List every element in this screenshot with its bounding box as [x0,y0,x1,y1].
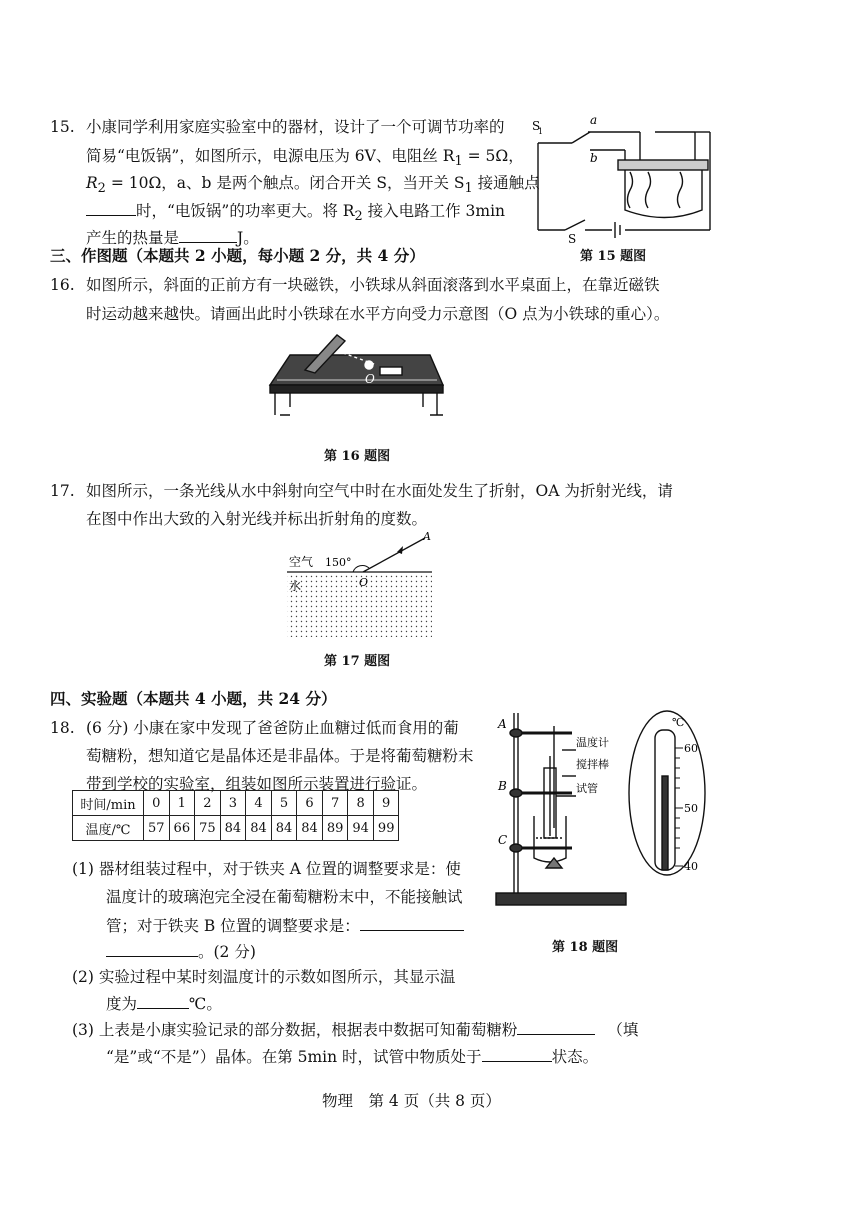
label-o: O [359,576,369,589]
label-a: A [423,530,431,543]
table-cell: 57 [144,816,170,841]
question-text: $R_2 = 10\Omega$，a、b 是两个触点。闭合开关 S，当开关 $S_1$ 接通触点 [86,174,540,197]
page-footer: 物理 第 4 页（共 8 页） [322,1092,501,1110]
question-text: 简易“电饭锅”，如图所示，电源电压为 6V、电阻丝 $R_1 = 5\Omega$， [86,147,524,170]
refraction-figure [285,530,435,640]
answer-blank[interactable] [137,992,189,1009]
table-cell: 89 [322,816,348,841]
table-cell: 0 [144,791,170,816]
table-cell: 5 [271,791,297,816]
question-number: 18. [50,719,75,737]
label-unit: ℃ [672,716,685,729]
subquestion-3: (3) 上表是小康实验记录的部分数据，根据表中数据可知葡萄糖粉 （填 [72,1018,638,1041]
table-cell: 84 [220,816,246,841]
data-table [72,790,399,841]
question-number: 15. [50,118,75,136]
label-air: 空气 [289,555,314,569]
table-cell: 94 [348,816,374,841]
figure-caption: 第 17 题图 [324,654,391,669]
question-text: 如图所示，斜面的正前方有一块磁铁，小铁球从斜面滚落到水平桌面上，在靠近磁铁 [86,276,660,294]
section-title: 四、实验题（本题共 4 小题，共 24 分） [50,689,337,708]
fig-label-b: b [590,151,598,165]
table-cell: 84 [271,816,297,841]
label-angle: 150° [325,556,352,569]
figure-caption: 第 15 题图 [580,249,647,264]
table-cell: 3 [220,791,246,816]
section-title: 三、作图题（本题共 2 小题，每小题 2 分，共 4 分） [50,246,425,265]
question-text: 在图中作出大致的入射光线并标出折射角的度数。 [86,510,428,528]
svg-text:1: 1 [538,127,544,136]
table-header-temp: 温度/℃ [73,816,144,841]
question-number: 17. [50,482,75,500]
table-cell: 2 [195,791,221,816]
table-cell: 84 [297,816,323,841]
label-stirrer: 搅拌棒 [576,758,609,771]
table-cell: 99 [373,816,399,841]
apparatus-figure [492,708,722,928]
label-thermometer: 温度计 [576,736,609,749]
label-clamp-a: A [498,717,507,731]
label-water: 水 [289,579,302,593]
tick-50: 50 [684,802,698,815]
label-clamp-b: B [498,779,507,793]
table-cell: 9 [373,791,399,816]
tick-60: 60 [684,742,698,755]
answer-blank[interactable] [86,199,136,216]
table-cell: 66 [169,816,195,841]
fig-label-o: O [365,372,375,386]
subquestion-1: (1) 器材组装过程中，对于铁夹 A 位置的调整要求是：使 [72,860,461,878]
table-magnet-figure [265,325,450,430]
answer-blank[interactable] [179,226,237,243]
table-cell: 8 [348,791,374,816]
subquestion-2: (2) 实验过程中某时刻温度计的示数如图所示，其显示温 [72,968,456,986]
subquestion-1: 管；对于铁夹 B 位置的调整要求是： [106,914,464,937]
question-text: 萄糖粉，想知道它是晶体还是非晶体。于是将葡萄糖粉末 [86,747,474,765]
label-tube: 试管 [576,782,598,795]
question-text: 小康同学利用家庭实验室中的器材，设计了一个可调节功率的 [86,118,505,136]
table-cell: 1 [169,791,195,816]
answer-blank[interactable] [360,914,464,931]
table-cell: 84 [246,816,272,841]
answer-blank[interactable] [482,1045,552,1062]
circuit-diagram [530,110,730,246]
table-cell: 4 [246,791,272,816]
label-clamp-c: C [498,833,508,847]
subquestion-3: “是”或“不是”）晶体。在第 5min 时，试管中物质处于 状态。 [106,1045,598,1068]
subquestion-1: 。(2 分) [106,940,256,963]
question-text: 带到学校的实验室，组装如图所示装置进行验证。 [86,775,428,793]
tick-40: 40 [684,860,698,873]
table-header-time: 时间/min [73,791,144,816]
answer-blank[interactable] [106,940,198,957]
answer-blank[interactable] [517,1018,595,1035]
table-cell: 6 [297,791,323,816]
question-text: 产生的热量是 J。 [86,226,259,249]
table-cell: 7 [322,791,348,816]
table-row-temp [73,816,399,841]
table-row-time [73,791,399,816]
fig-label-a: a [590,113,598,127]
question-number: 16. [50,276,75,294]
subquestion-1: 温度计的玻璃泡完全浸在葡萄糖粉末中，不能接触试 [106,888,463,906]
figure-caption: 第 16 题图 [324,449,391,464]
fig-label-s: S [568,232,577,246]
question-text: (6 分) 小康在家中发现了爸爸防止血糖过低而食用的葡 [86,719,459,737]
subquestion-2: 度为 ℃。 [106,992,222,1015]
question-text: 时运动越来越快。请画出此时小铁球在水平方向受力示意图（O 点为小铁球的重心）。 [86,305,670,323]
table-cell: 75 [195,816,221,841]
figure-caption: 第 18 题图 [552,940,619,955]
question-text: 时，“电饭锅”的功率更大。将 $R_2$ 接入电路工作 3min [86,199,505,228]
fig-label-s1: S [532,119,541,133]
question-text: 如图所示，一条光线从水中斜射向空气中时在水面处发生了折射，OA 为折射光线，请 [86,482,673,500]
